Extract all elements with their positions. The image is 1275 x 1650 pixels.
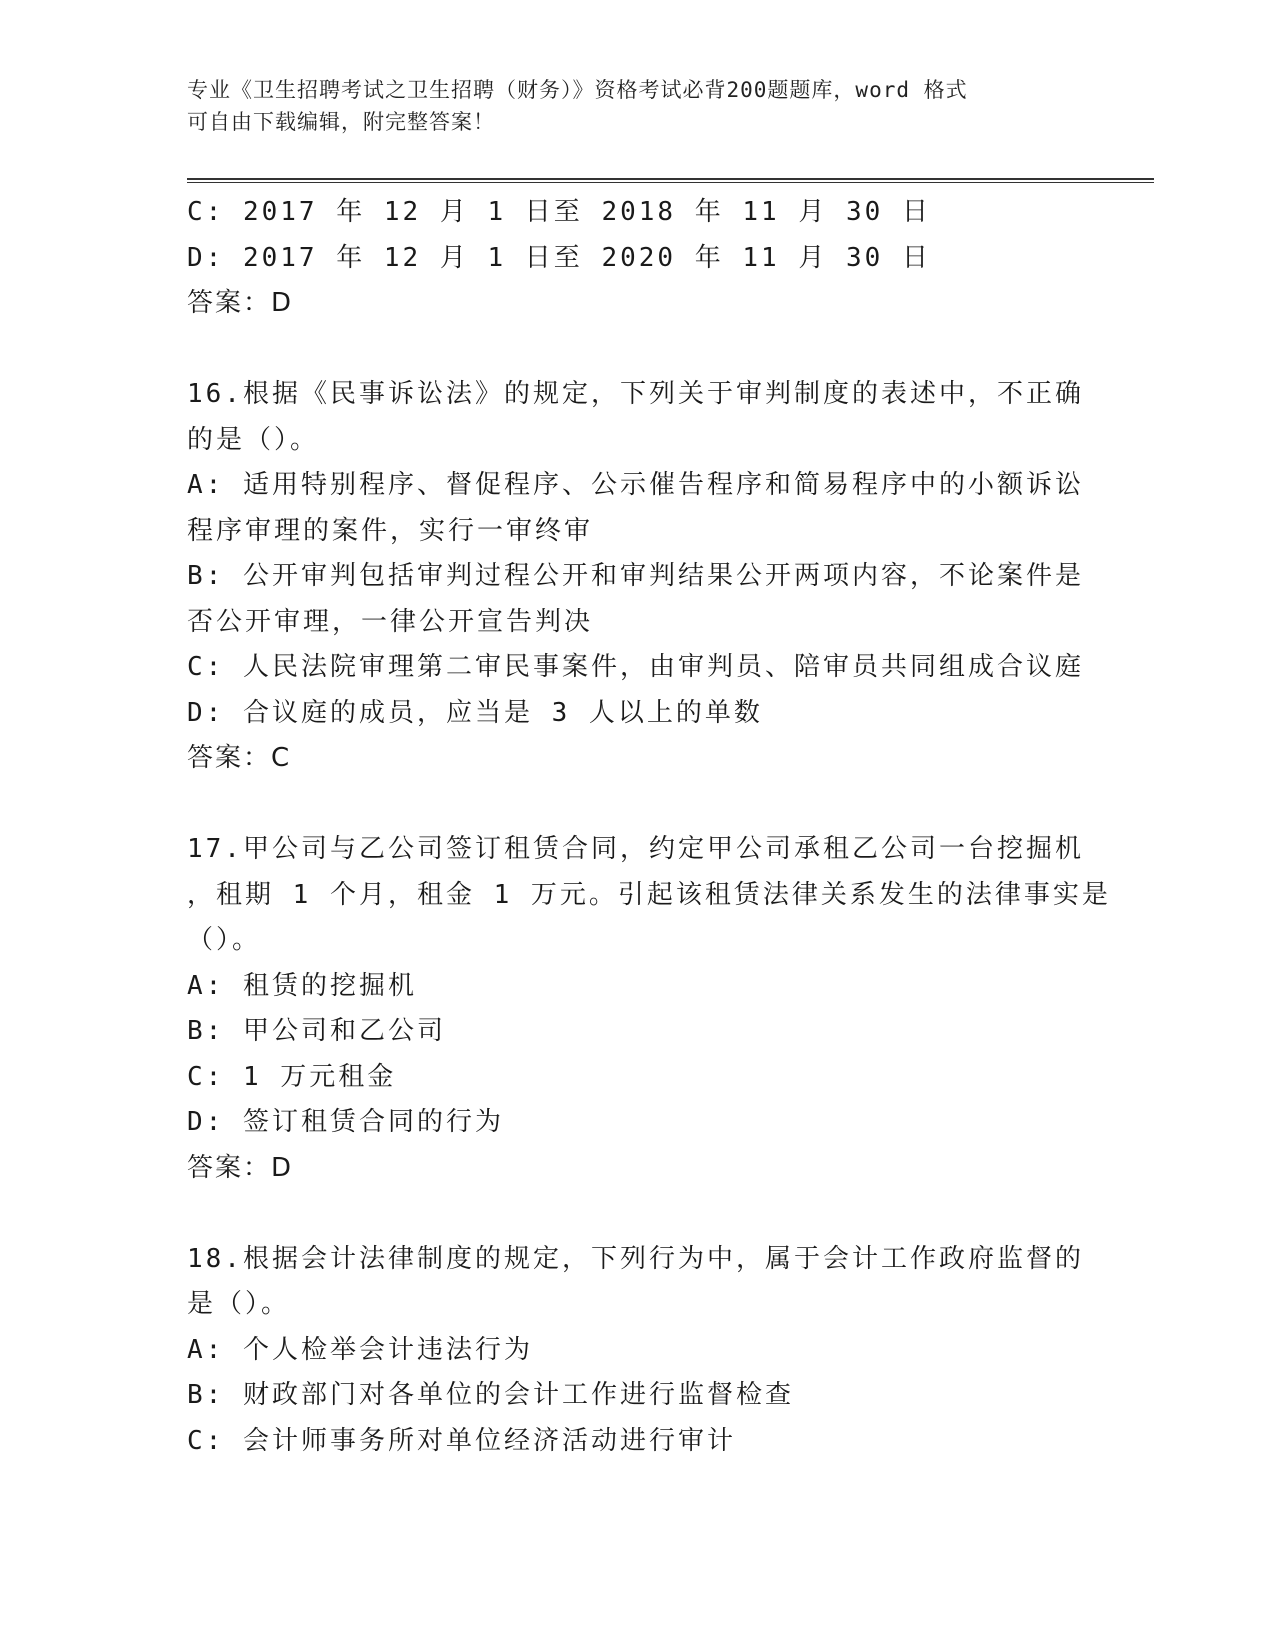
option-a: A: 个人检举会计违法行为: [187, 1334, 533, 1365]
option-c: C: 会计师事务所对单位经济活动进行审计: [187, 1425, 736, 1456]
question-stem: 17.甲公司与乙公司签订租赁合同，约定甲公司承租乙公司一台挖掘机: [187, 834, 1084, 864]
question-15-tail: [187, 190, 1087, 327]
option-b: 否公开审理，一律公开宣告判决: [187, 606, 594, 637]
question-stem: 是（）。: [187, 1289, 291, 1319]
option-a: A: 租赁的挖掘机: [187, 970, 417, 1001]
option-b: B: 财政部门对各单位的会计工作进行监督检查: [187, 1380, 794, 1410]
spacer: [187, 1191, 1087, 1237]
option-a: 程序审理的案件，实行一审终审: [187, 515, 594, 546]
question-16: [187, 372, 1087, 782]
header-divider: [187, 178, 1154, 183]
option-d: D: 签订租赁合同的行为: [187, 1107, 504, 1137]
question-stem: 18.根据会计法律制度的规定，下列行为中，属于会计工作政府监督的: [187, 1243, 1084, 1274]
answer-label: 答案：C: [187, 743, 292, 773]
question-content: [187, 190, 1111, 1464]
question-18: [187, 1237, 1087, 1465]
option-c: C: 人民法院审理第二审民事案件，由审判员、陪审员共同组成合议庭: [187, 652, 1084, 682]
header-title-line-2: 可自由下载编辑，附完整答案！: [187, 110, 495, 134]
answer-label: 答案：D: [187, 288, 294, 318]
page-header: [187, 74, 1067, 138]
option-b: B: 甲公司和乙公司: [187, 1016, 446, 1046]
option-d: D: 2017 年 12 月 1 日至 2020 年 11 月 30 日: [187, 242, 931, 273]
header-title-line-1: 专业《卫生招聘考试之卫生招聘（财务）》资格考试必背200题题库，word 格式: [187, 78, 968, 102]
question-stem: 16.根据《民事诉讼法》的规定，下列关于审判制度的表述中，不正确: [187, 379, 1084, 409]
option-c: C: 1 万元租金: [187, 1061, 397, 1092]
option-b: B: 公开审判包括审判过程公开和审判结果公开两项内容，不论案件是: [187, 561, 1084, 591]
spacer: [187, 782, 1087, 828]
question-stem: （）。: [187, 925, 262, 955]
question-17: [187, 827, 1111, 1191]
question-stem: ，租期 1 个月，租金 1 万元。引起该租赁法律关系发生的法律事实是: [187, 879, 1111, 910]
option-a: A: 适用特别程序、督促程序、公示催告程序和简易程序中的小额诉讼: [187, 470, 1084, 500]
option-d: D: 合议庭的成员，应当是 3 人以上的单数: [187, 697, 763, 728]
question-stem: 的是（）。: [187, 424, 320, 455]
answer-label: 答案：D: [187, 1152, 294, 1183]
spacer: [187, 327, 1087, 373]
option-c: C: 2017 年 12 月 1 日至 2018 年 11 月 30 日: [187, 197, 931, 227]
